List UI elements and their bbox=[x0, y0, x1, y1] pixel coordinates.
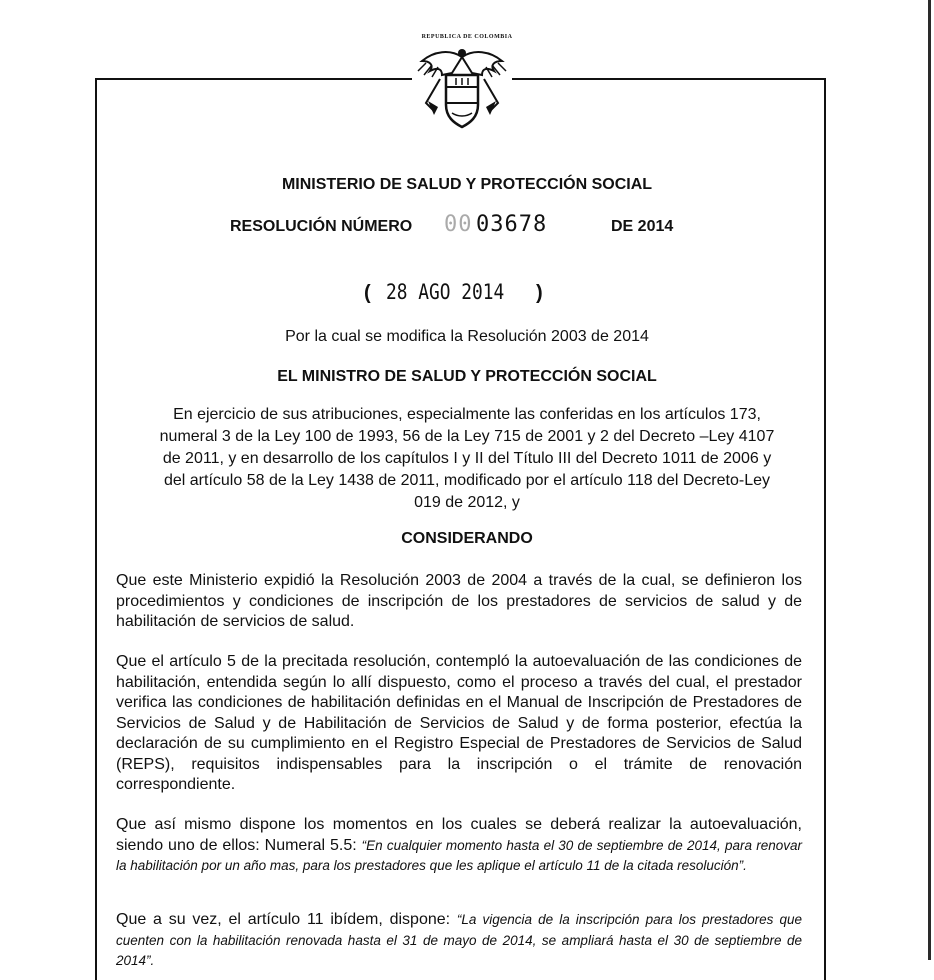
paragraph-4 bbox=[116, 910, 802, 972]
paragraph-4-quote: “La vigencia de la inscripción para los prestadores que cuenten con la habilitación renovada hasta el 31 de mayo de 2014, se ampliará hasta el 30 de septiembre de 2014”. bbox=[116, 912, 802, 968]
preamble-line: de 2011, y en desarrollo de los capítulos I y II del Título III del Decreto 1011 de 2006 y bbox=[162, 450, 772, 467]
preamble-line: numeral 3 de la Ley 100 de 1993, 56 de la Ley 715 de 2001 y 2 del Decreto –Ley 4107 bbox=[159, 428, 775, 445]
preamble-line: En ejercicio de sus atribuciones, especialmente las conferidas en los artículos 173, bbox=[173, 406, 761, 423]
preamble-line: 019 de 2012, y bbox=[414, 494, 520, 511]
resolution-number: 03678 bbox=[476, 212, 548, 237]
date-open-paren: ( bbox=[364, 282, 371, 304]
paragraph-2: Que el artículo 5 de la precitada resolución, contempló la autoevaluación de las condiciones de habilitación, entendida según lo allí dispuesto, como el proceso a través del cual, el prestador verifica las condiciones de habilitación definidas en el Manual de Inscripción de Prestadores de Servicios de Salud y de Habilitación de Servicios de Salud y de forma posterior, efectúa la declaración de su cumplimiento en el Registro Especial de Prestadores de Servicios de Salud (REPS), requisitos indispensables para la inscripción o el trámite de renovación correspondiente. bbox=[116, 653, 802, 793]
paragraph-3-quote: “En cualquier momento hasta el 30 de septiembre de 2014, para renovar la habilitación por un año mas, para los prestadores que les aplique el artículo 11 de la citada resolución”. bbox=[116, 837, 802, 873]
paragraph-3 bbox=[116, 815, 802, 877]
resolution-label: RESOLUCIÓN NÚMERO bbox=[230, 218, 413, 235]
paragraph-3-intro: Que así mismo dispone los momentos en los cuales se deberá realizar la autoevaluación, siendo uno de ellos: Numeral 5.5: bbox=[116, 816, 802, 854]
date-stamp bbox=[364, 280, 564, 310]
considering-heading: CONSIDERANDO bbox=[401, 530, 533, 547]
date-close-paren: ) bbox=[536, 282, 543, 304]
resolution-number-faint: 00 bbox=[444, 212, 473, 237]
preamble-line: del artículo 58 de la Ley 1438 de 2011, modificado por el artículo 118 del Decreto-Ley bbox=[163, 472, 770, 489]
paragraph-1: Que este Ministerio expidió la Resolución 2003 de 2004 a través de la cual, se definieron los procedimientos y condiciones de inscripción de los prestadores de servicios de salud y de habilitación de servicios de salud. bbox=[116, 572, 802, 630]
country-label: REPUBLICA DE COLOMBIA bbox=[421, 34, 513, 40]
paragraph-4-intro: Que a su vez, el artículo 11 ibídem, dispone: bbox=[116, 911, 457, 928]
ministry-title: MINISTERIO DE SALUD Y PROTECCIÓN SOCIAL bbox=[281, 176, 653, 193]
date-value: 28 AGO 2014 bbox=[386, 280, 505, 304]
minister-title: EL MINISTRO DE SALUD Y PROTECCIÓN SOCIAL bbox=[277, 368, 657, 385]
subtitle: Por la cual se modifica la Resolución 2003 de 2014 bbox=[285, 328, 649, 345]
coat-of-arms-icon bbox=[412, 45, 512, 131]
resolution-year: DE 2014 bbox=[611, 218, 674, 235]
